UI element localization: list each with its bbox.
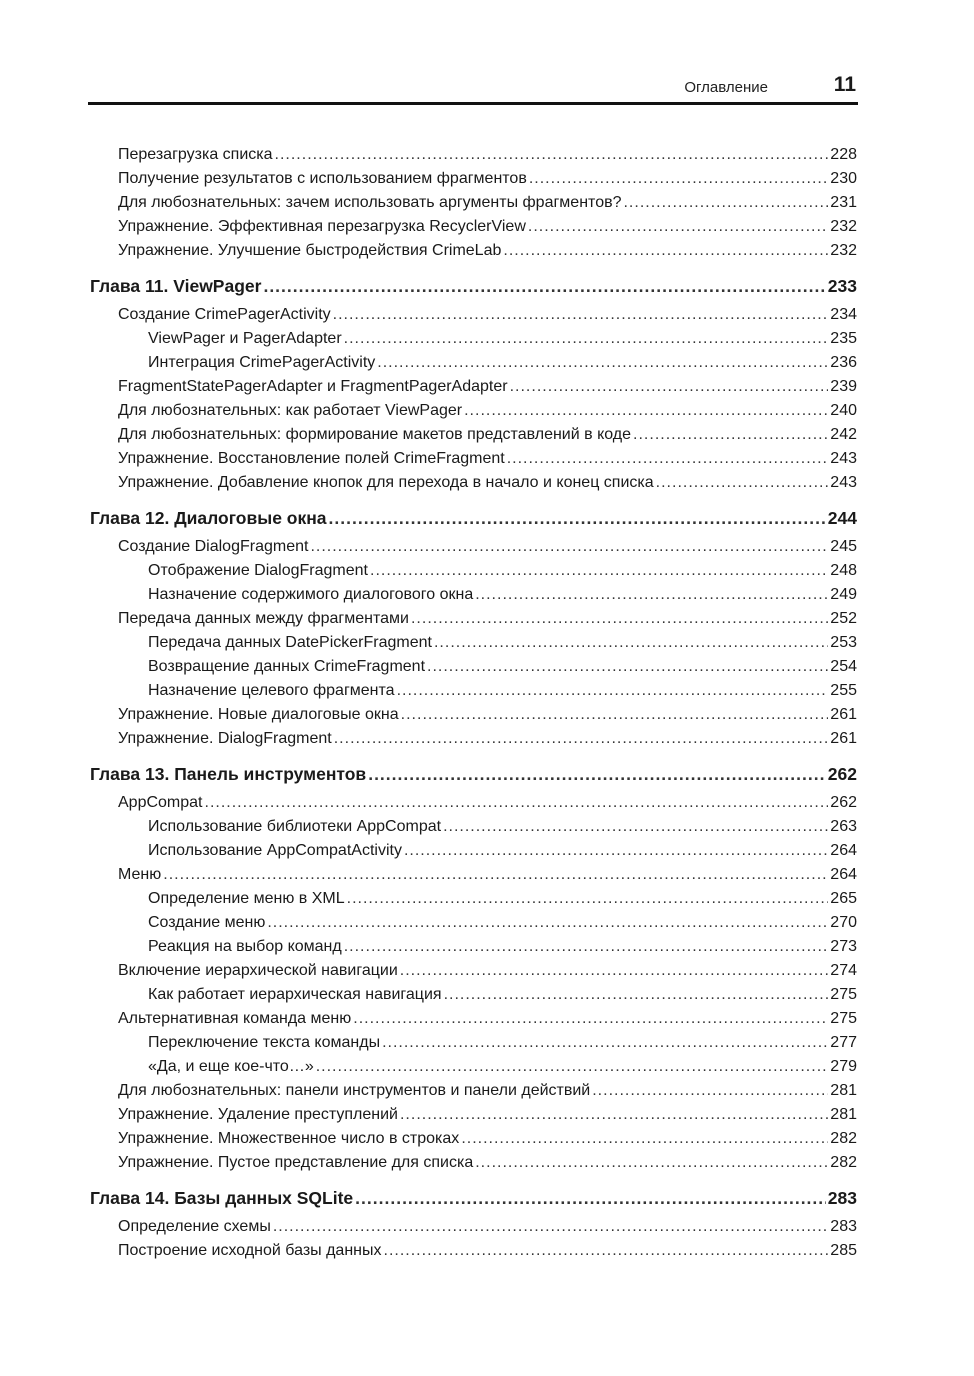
toc-entry-title: Перезагрузка списка	[118, 146, 273, 163]
toc-entry-page: 263	[830, 818, 857, 835]
toc-entry-page: 275	[830, 1010, 857, 1027]
dot-leader	[397, 679, 829, 703]
toc-entry[interactable]	[90, 1127, 857, 1151]
toc-entry-title: Назначение целевого фрагмента	[148, 682, 395, 699]
toc-entry-title: Передача данных между фрагментами	[118, 610, 409, 627]
toc-entry[interactable]	[90, 1151, 857, 1175]
toc-entry-page: 243	[830, 450, 857, 467]
dot-leader	[334, 727, 829, 751]
toc-entry-title: Упражнение. Улучшение быстродействия CrimeLab	[118, 242, 502, 259]
toc-entry-title: Использование библиотеки AppCompat	[148, 818, 442, 835]
toc-entry[interactable]	[90, 535, 857, 559]
dot-leader	[316, 1055, 829, 1079]
toc-entry-title: Передача данных DatePickerFragment	[148, 634, 432, 651]
toc-chapter[interactable]	[90, 505, 857, 531]
toc-entry[interactable]	[90, 1031, 857, 1055]
dot-leader	[400, 959, 829, 983]
toc-entry-page: 274	[830, 962, 857, 979]
toc-entry-page: 254	[830, 658, 857, 675]
dot-leader	[529, 167, 828, 191]
toc-entry[interactable]	[90, 447, 857, 471]
toc-entry-title: Глава 14. Базы данных SQLite	[90, 1188, 354, 1208]
toc-entry-page: 252	[830, 610, 857, 627]
toc-chapter[interactable]	[90, 273, 857, 299]
toc-entry[interactable]	[90, 1007, 857, 1031]
dot-leader	[344, 327, 829, 351]
toc-entry-page: 253	[830, 634, 857, 651]
toc-entry[interactable]	[90, 815, 857, 839]
toc-entry-page: 228	[830, 146, 857, 163]
toc-entry-page: 243	[830, 474, 857, 491]
toc-entry-page: 236	[830, 354, 857, 371]
dot-leader	[507, 447, 829, 471]
toc-entry-title: Меню	[118, 866, 162, 883]
toc-entry[interactable]	[90, 375, 857, 399]
toc-entry[interactable]	[90, 703, 857, 727]
toc-entry-page: 262	[827, 764, 857, 784]
dot-leader	[344, 935, 829, 959]
toc-entry-page: 279	[830, 1058, 857, 1075]
toc-entry-page: 245	[830, 538, 857, 555]
toc-entry-title: AppCompat	[118, 794, 203, 811]
dot-leader	[461, 1127, 828, 1151]
toc-entry-title: Получение результатов с использованием фрагментов	[118, 170, 527, 187]
toc-entry-title: FragmentStatePagerAdapter и FragmentPagerAdapter	[118, 378, 508, 395]
toc-entry-title: Глава 12. Диалоговые окна	[90, 508, 327, 528]
toc-entry-page: 232	[830, 218, 857, 235]
toc-entry-page: 262	[830, 794, 857, 811]
dot-leader	[384, 1239, 829, 1263]
toc-entry-title: Для любознательных: панели инструментов и панели действий	[118, 1082, 591, 1099]
toc-entry-title: Для любознательных: зачем использовать аргументы фрагментов?	[118, 194, 622, 211]
dot-leader	[310, 535, 828, 559]
toc-entry-title: Возвращение данных CrimeFragment	[148, 658, 426, 675]
dot-leader	[475, 583, 828, 607]
dot-leader	[623, 191, 828, 215]
toc-entry-title: Упражнение. Пустое представление для списка	[118, 1154, 474, 1171]
toc-entry-page: 242	[830, 426, 857, 443]
toc-entry-title: Как работает иерархическая навигация	[148, 986, 442, 1003]
toc-entry-title: Упражнение. DialogFragment	[118, 730, 332, 747]
toc-entry-page: 239	[830, 378, 857, 395]
dot-leader	[401, 703, 829, 727]
dot-leader	[368, 761, 826, 787]
toc-entry-page: 255	[830, 682, 857, 699]
toc-entry-title: Реакция на выбор команд	[148, 938, 342, 955]
toc-entry[interactable]	[90, 167, 857, 191]
toc-entry-title: Упражнение. Новые диалоговые окна	[118, 706, 399, 723]
toc-entry[interactable]	[90, 655, 857, 679]
dot-leader	[427, 655, 828, 679]
toc-entry[interactable]	[90, 303, 857, 327]
toc-entry-title: Упражнение. Множественное число в строках	[118, 1130, 460, 1147]
toc-entry-title: Переключение текста команды	[148, 1034, 381, 1051]
toc-entry[interactable]	[90, 583, 857, 607]
dot-leader	[503, 239, 828, 263]
toc-entry-title: Определение схемы	[118, 1218, 271, 1235]
dot-leader	[370, 559, 828, 583]
dot-leader	[355, 1185, 826, 1211]
dot-leader	[263, 273, 825, 299]
toc-entry-title: Упражнение. Удаление преступлений	[118, 1106, 398, 1123]
toc-entry[interactable]	[90, 911, 857, 935]
toc-entry[interactable]	[90, 559, 857, 583]
toc-entry[interactable]	[90, 1239, 857, 1263]
dot-leader	[205, 791, 829, 815]
toc-entry-page: 270	[830, 914, 857, 931]
dot-leader	[382, 1031, 828, 1055]
toc-entry-title: Отображение DialogFragment	[148, 562, 368, 579]
toc-entry-page: 261	[830, 706, 857, 723]
dot-leader	[404, 839, 828, 863]
toc-entry-title: Глава 13. Панель инструментов	[90, 764, 367, 784]
dot-leader	[333, 303, 829, 327]
toc-entry-title: Построение исходной базы данных	[118, 1242, 382, 1259]
toc-entry[interactable]	[90, 215, 857, 239]
dot-leader	[443, 815, 828, 839]
dot-leader	[411, 607, 828, 631]
dot-leader	[377, 351, 828, 375]
toc-entry[interactable]	[90, 1079, 857, 1103]
toc-entry-page: 261	[830, 730, 857, 747]
dot-leader	[347, 887, 829, 911]
toc-entry-page: 249	[830, 586, 857, 603]
dot-leader	[329, 505, 826, 531]
toc-entry[interactable]	[90, 327, 857, 351]
page-number: 11	[833, 73, 856, 96]
toc-entry-page: 230	[830, 170, 857, 187]
toc-entry-title: ViewPager и PagerAdapter	[148, 330, 342, 347]
dot-leader	[434, 631, 828, 655]
toc-entry-title: «Да, и еще кое-что…»	[148, 1058, 314, 1075]
toc-entry-title: Создание DialogFragment	[118, 538, 309, 555]
dot-leader	[633, 423, 828, 447]
toc-entry[interactable]	[90, 631, 857, 655]
toc-entry-title: Назначение содержимого диалогового окна	[148, 586, 474, 603]
toc-entry-page: 240	[830, 402, 857, 419]
toc-entry-page: 231	[830, 194, 857, 211]
toc-entry[interactable]	[90, 351, 857, 375]
running-header-title: Оглавление	[684, 79, 768, 96]
toc-entry[interactable]	[90, 791, 857, 815]
toc-entry-page: 283	[827, 1188, 857, 1208]
toc-entry[interactable]	[90, 959, 857, 983]
toc-entry-page: 281	[830, 1082, 857, 1099]
dot-leader	[464, 399, 828, 423]
dot-leader	[267, 911, 828, 935]
toc-entry-page: 282	[830, 1130, 857, 1147]
toc-entry-page: 233	[827, 276, 857, 296]
toc-entry-title: Альтернативная команда меню	[118, 1010, 352, 1027]
toc-entry[interactable]	[90, 191, 857, 215]
toc-entry[interactable]	[90, 679, 857, 703]
table-of-contents	[90, 143, 857, 1263]
dot-leader	[163, 863, 828, 887]
dot-leader	[528, 215, 828, 239]
dot-leader	[656, 471, 829, 495]
toc-entry-title: Для любознательных: формирование макетов представлений в коде	[118, 426, 632, 443]
toc-entry[interactable]	[90, 983, 857, 1007]
toc-entry[interactable]	[90, 423, 857, 447]
toc-entry-page: 235	[830, 330, 857, 347]
toc-entry-page: 264	[830, 866, 857, 883]
toc-entry-page: 275	[830, 986, 857, 1003]
toc-entry-page: 244	[827, 508, 857, 528]
dot-leader	[353, 1007, 828, 1031]
toc-entry[interactable]	[90, 239, 857, 263]
toc-entry-title: Интеграция CrimePagerActivity	[148, 354, 376, 371]
toc-entry[interactable]	[90, 1103, 857, 1127]
toc-entry-title: Определение меню в XML	[148, 890, 345, 907]
toc-entry-page: 285	[830, 1242, 857, 1259]
toc-entry-page: 265	[830, 890, 857, 907]
dot-leader	[510, 375, 829, 399]
toc-entry-page: 232	[830, 242, 857, 259]
toc-entry[interactable]	[90, 839, 857, 863]
toc-entry-page: 248	[830, 562, 857, 579]
toc-entry[interactable]	[90, 399, 857, 423]
toc-entry-title: Упражнение. Эффективная перезагрузка RecyclerView	[118, 218, 526, 235]
toc-entry[interactable]	[90, 887, 857, 911]
toc-entry-title: Упражнение. Добавление кнопок для перехода в начало и конец списка	[118, 474, 654, 491]
toc-entry-title: Создание меню	[148, 914, 266, 931]
toc-entry[interactable]	[90, 1215, 857, 1239]
toc-entry-title: Упражнение. Восстановление полей CrimeFragment	[118, 450, 505, 467]
dot-leader	[400, 1103, 828, 1127]
dot-leader	[475, 1151, 828, 1175]
toc-entry-page: 281	[830, 1106, 857, 1123]
toc-entry-title: Для любознательных: как работает ViewPager	[118, 402, 463, 419]
dot-leader	[444, 983, 829, 1007]
toc-entry-title: Включение иерархической навигации	[118, 962, 398, 979]
toc-entry[interactable]	[90, 471, 857, 495]
dot-leader	[275, 143, 829, 167]
toc-entry[interactable]	[90, 143, 857, 167]
toc-entry[interactable]	[90, 607, 857, 631]
dot-leader	[273, 1215, 828, 1239]
toc-entry-page: 277	[830, 1034, 857, 1051]
toc-entry-page: 283	[830, 1218, 857, 1235]
toc-entry[interactable]	[90, 935, 857, 959]
toc-entry-title: Создание CrimePagerActivity	[118, 306, 331, 323]
running-header	[88, 70, 858, 105]
toc-entry-page: 264	[830, 842, 857, 859]
toc-chapter[interactable]	[90, 1185, 857, 1211]
toc-entry-page: 234	[830, 306, 857, 323]
toc-entry-page: 282	[830, 1154, 857, 1171]
toc-entry-title: Использование AppCompatActivity	[148, 842, 402, 859]
toc-entry[interactable]	[90, 727, 857, 751]
toc-chapter[interactable]	[90, 761, 857, 787]
toc-entry-page: 273	[830, 938, 857, 955]
toc-entry[interactable]	[90, 863, 857, 887]
toc-entry-title: Глава 11. ViewPager	[90, 276, 262, 296]
dot-leader	[592, 1079, 828, 1103]
toc-entry[interactable]	[90, 1055, 857, 1079]
